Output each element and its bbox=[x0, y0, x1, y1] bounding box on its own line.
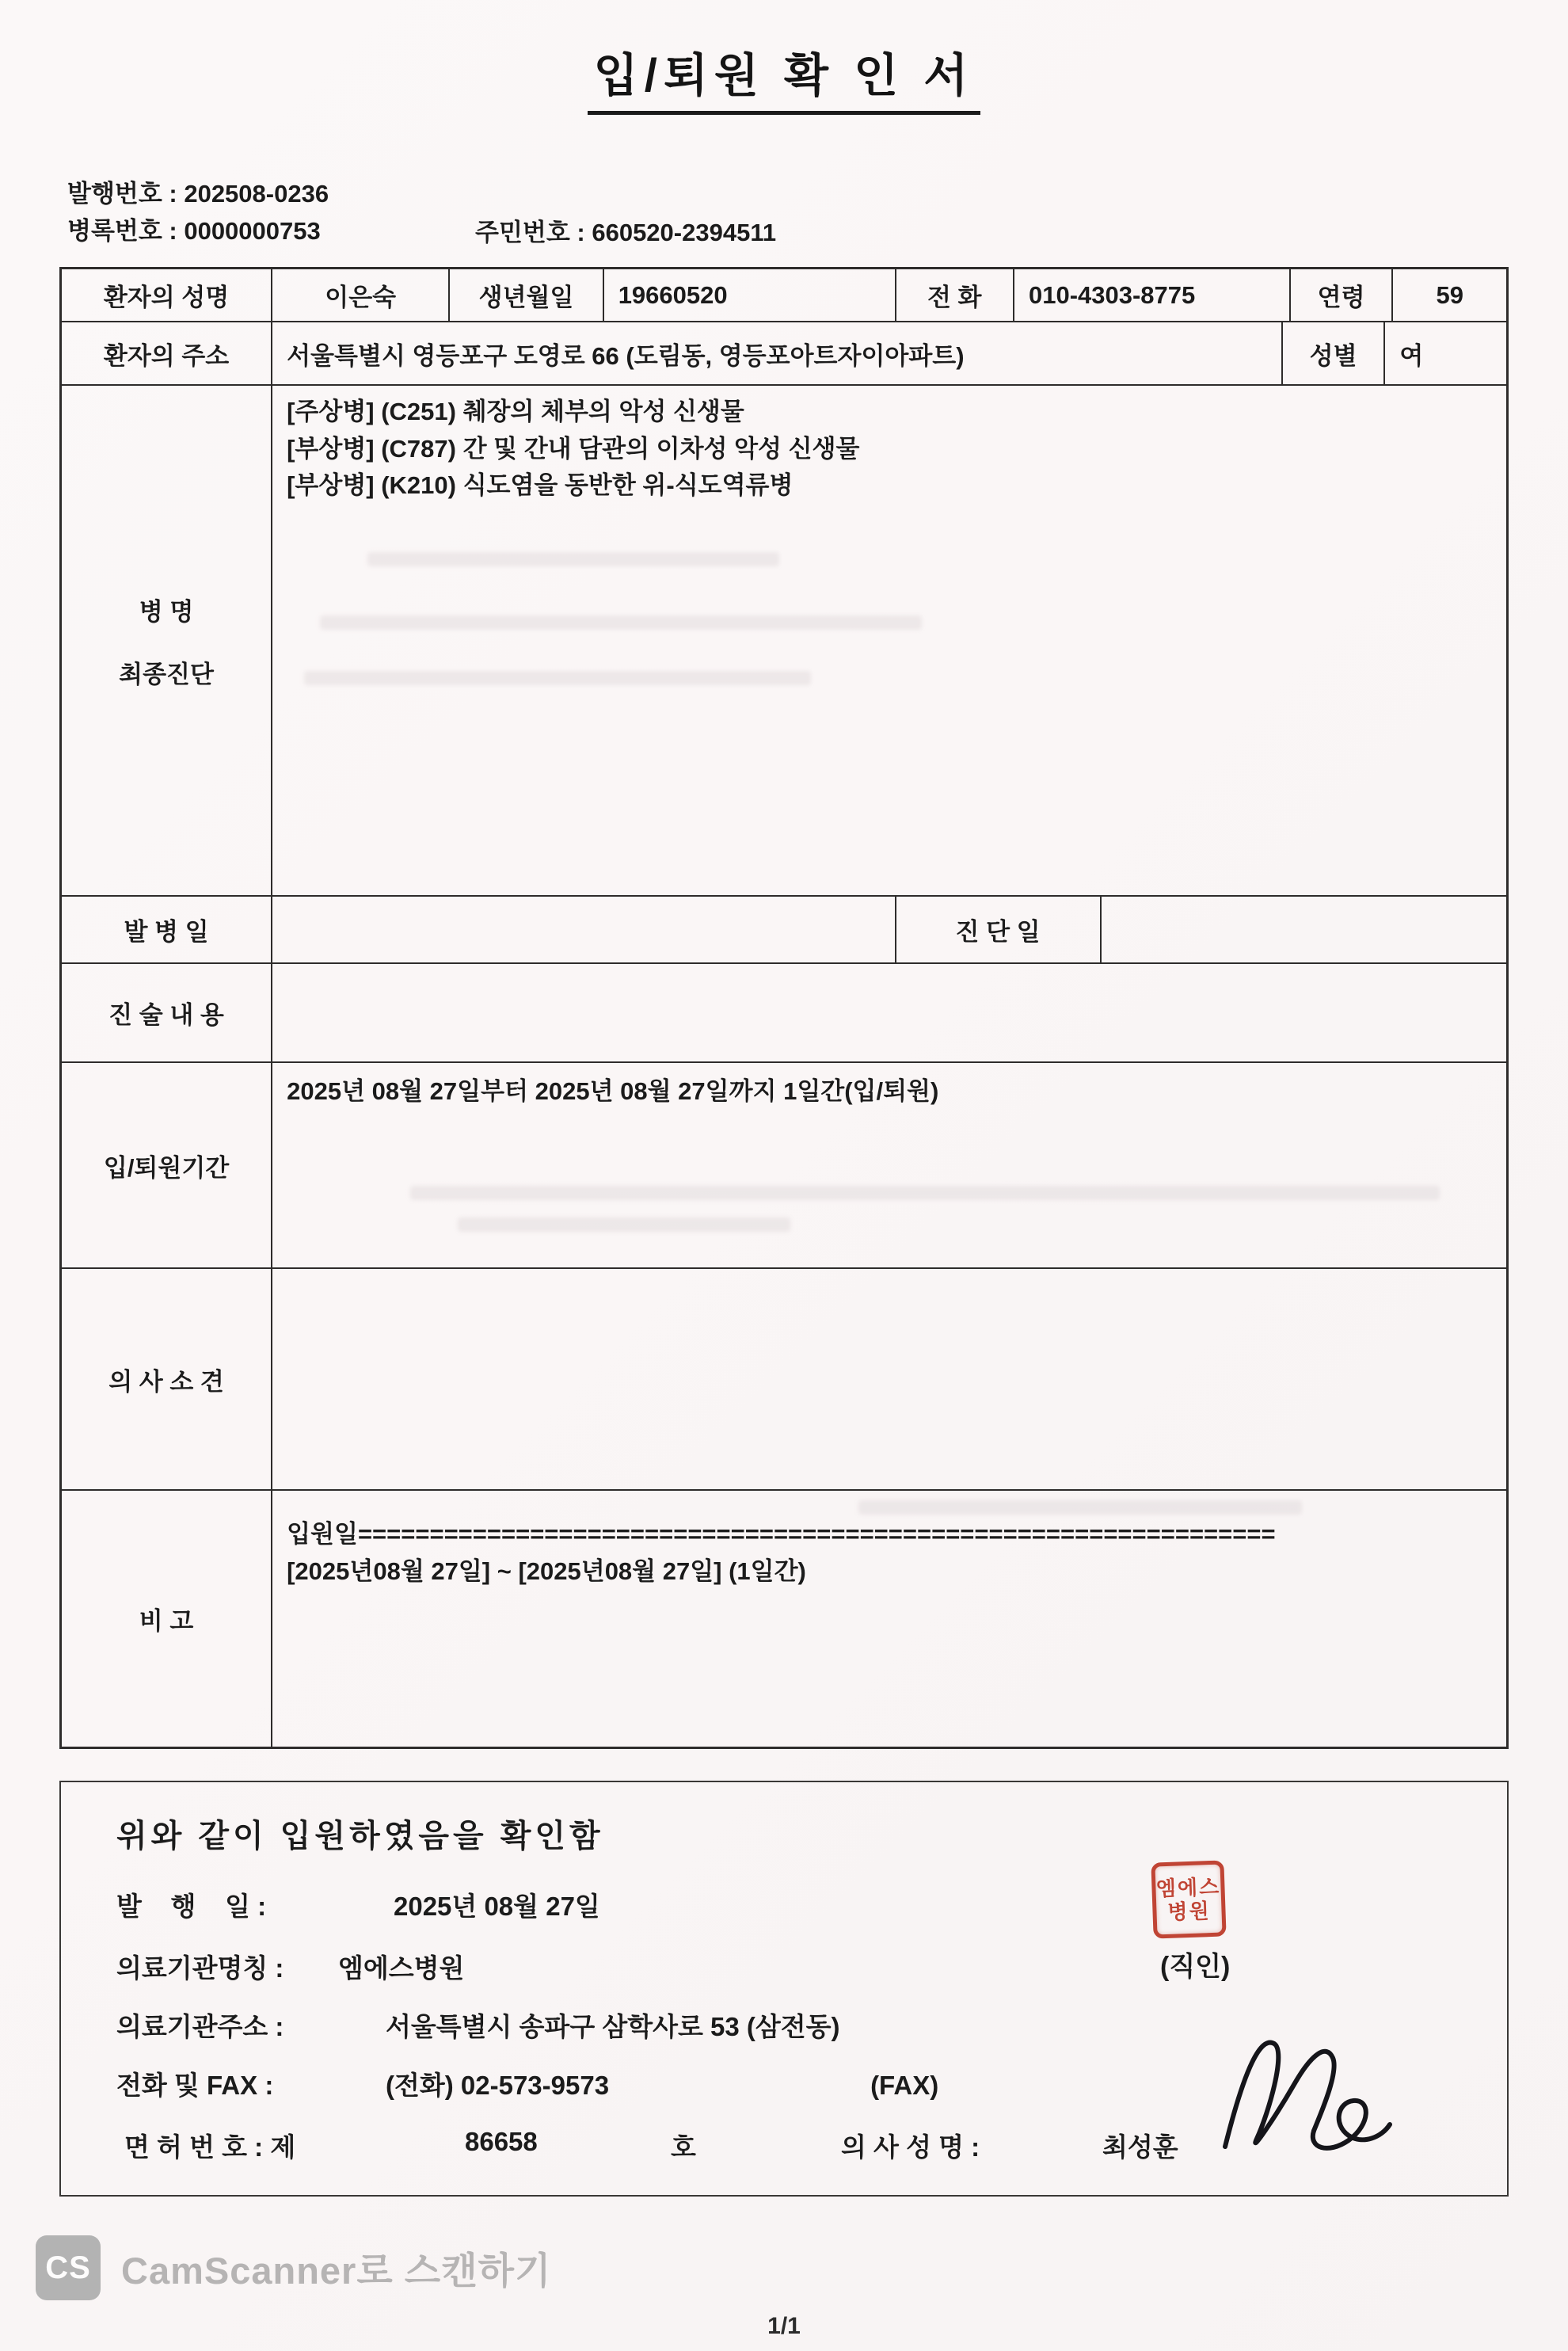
table-row bbox=[62, 895, 1506, 962]
resident-number bbox=[475, 212, 776, 248]
resident-number-label: 주민번호 : bbox=[475, 219, 592, 246]
hospital-seal bbox=[1151, 1860, 1226, 1938]
doctor-opinion-label: 의 사 소 견 bbox=[108, 1367, 224, 1396]
record-number: 병록번호 : 0000000753 bbox=[67, 217, 321, 245]
diagnosis-line: [부상병] (K210) 식도염을 동반한 위-식도역류병 bbox=[287, 471, 794, 499]
doctor-name-value: 최성훈 bbox=[1102, 2132, 1178, 2162]
table-row bbox=[62, 1267, 1506, 1489]
doctor-opinion-value bbox=[271, 1269, 1506, 1489]
bleedthrough-artifact bbox=[858, 1500, 1302, 1515]
bleedthrough-artifact bbox=[320, 615, 922, 630]
issue-date-row bbox=[116, 1889, 1507, 1924]
sex-label: 성별 bbox=[1281, 322, 1384, 384]
table-row bbox=[62, 1489, 1506, 1747]
license-number: 86658 bbox=[465, 2127, 538, 2156]
org-address-value: 서울특별시 송파구 삼학사로 53 (삼전동) bbox=[386, 2012, 840, 2041]
table-row bbox=[62, 962, 1506, 1061]
patient-name-label: 환자의 성명 bbox=[103, 284, 230, 311]
org-fax-value: (FAX) bbox=[870, 2071, 939, 2100]
page-number: 1/1 bbox=[767, 2313, 801, 2339]
remarks-line: 입원일================================================================ bbox=[287, 1520, 1276, 1548]
org-name-row bbox=[116, 1951, 1507, 1986]
diagnosis-label-line1: 병 명 bbox=[139, 597, 194, 626]
issue-date-label: 발 행 일 : bbox=[116, 1892, 267, 1921]
diagnosis-label bbox=[62, 386, 271, 895]
seal-note: (직인) bbox=[1160, 1952, 1231, 1982]
bleedthrough-artifact bbox=[304, 671, 811, 685]
onset-date-label: 발 병 일 bbox=[124, 918, 209, 946]
table-row bbox=[62, 321, 1506, 384]
statement-label: 진 술 내 용 bbox=[108, 1001, 224, 1029]
document-title: 입/퇴원 확 인 서 bbox=[588, 38, 981, 115]
org-address-label: 의료기관주소 : bbox=[116, 2012, 291, 2041]
diagnosis-line: [부상병] (C787) 간 및 간내 담관의 이차성 악성 신생물 bbox=[287, 434, 860, 463]
license-label: 면 허 번 호 : 제 bbox=[124, 2132, 296, 2162]
diagnosis-content bbox=[271, 386, 1506, 895]
bleedthrough-artifact bbox=[410, 1186, 1440, 1200]
header-numbers bbox=[67, 175, 1568, 251]
admission-period-label: 입/퇴원기간 bbox=[103, 1153, 230, 1182]
doctor-name-label: 의 사 성 명 : bbox=[841, 2132, 980, 2162]
admission-period-value: 2025년 08월 27일부터 2025년 08월 27일까지 1일간(입/퇴원) bbox=[271, 1063, 1506, 1267]
issue-date-value: 2025년 08월 27일 bbox=[394, 1892, 600, 1921]
camscanner-text: CamScanner로 스캔하기 bbox=[121, 2249, 552, 2292]
patient-info-table bbox=[59, 267, 1509, 1749]
birthdate-label: 생년월일 bbox=[448, 269, 602, 321]
age-value: 59 bbox=[1391, 269, 1506, 321]
statement-value bbox=[271, 964, 1506, 1061]
license-suffix: 호 bbox=[671, 2132, 696, 2162]
address-label: 환자의 주소 bbox=[103, 341, 230, 370]
diagnosis-line: [주상병] (C251) 췌장의 체부의 악성 신생물 bbox=[287, 398, 744, 425]
remarks-line: [2025년08월 27일] ~ [2025년08월 27일] (1일간) bbox=[287, 1557, 806, 1585]
confirmation-text: 위와 같이 입원하였음을 확인함 bbox=[116, 1819, 604, 1854]
birthdate-value: 19660520 bbox=[603, 269, 895, 321]
signature-strokes bbox=[1201, 2020, 1399, 2170]
org-phone-value: (전화) 02-573-9573 bbox=[386, 2071, 610, 2100]
org-name-label: 의료기관명칭 : bbox=[116, 1953, 291, 1983]
bleedthrough-artifact bbox=[458, 1217, 790, 1232]
hospital-seal-text: 엠에스 bbox=[1155, 1874, 1221, 1901]
sex-value: 여 bbox=[1383, 322, 1506, 384]
remarks-content bbox=[271, 1491, 1506, 1747]
age-label: 연령 bbox=[1289, 269, 1392, 321]
table-row bbox=[62, 269, 1506, 321]
dx-date-label: 진 단 일 bbox=[895, 897, 1100, 962]
table-row bbox=[62, 1061, 1506, 1267]
doctor-signature bbox=[1201, 2020, 1399, 2174]
phone-value: 010-4303-8775 bbox=[1013, 269, 1289, 321]
table-row bbox=[62, 384, 1506, 895]
bleedthrough-artifact bbox=[367, 552, 779, 566]
resident-number-value: 660520-2394511 bbox=[592, 219, 777, 246]
hospital-seal-text: 병원 bbox=[1166, 1899, 1212, 1924]
phone-label: 전 화 bbox=[895, 269, 1013, 321]
onset-date-value bbox=[271, 897, 894, 962]
diagnosis-label-line2: 최종진단 bbox=[119, 660, 214, 688]
confirmation-box bbox=[59, 1781, 1509, 2197]
patient-name-value: 이은숙 bbox=[271, 269, 448, 321]
phone-fax-label: 전화 및 FAX : bbox=[116, 2071, 281, 2100]
org-name-value: 엠에스병원 bbox=[338, 1953, 465, 1983]
camscanner-logo-icon: CS bbox=[36, 2235, 101, 2300]
issue-number: 발행번호 : 202508-0236 bbox=[67, 180, 329, 208]
camscanner-footer bbox=[36, 2233, 1568, 2303]
remarks-label: 비 고 bbox=[139, 1607, 194, 1635]
address-value: 서울특별시 영등포구 도영로 66 (도림동, 영등포아트자이아파트) bbox=[271, 322, 1281, 384]
document-title-wrap bbox=[0, 0, 1568, 115]
dx-date-value bbox=[1100, 897, 1506, 962]
